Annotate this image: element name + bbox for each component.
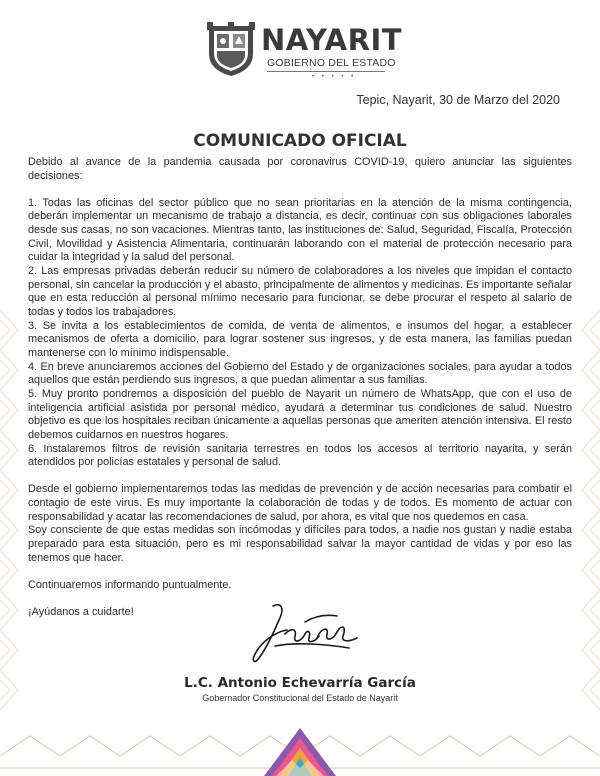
paragraph-intro: Debido al avance de la pandemia causada por coronavirus COVID-19, quiero anunciar las siguientes decisiones: (28, 156, 572, 182)
paragraph-item-4: 4. En breve anunciaremos acciones del Gobierno del Estado y de organizaciones sociales, para ayudar a todos aquellos que están perdiendo sus ingresos, a que puedan alimentar a sus familias. (28, 360, 572, 387)
paragraph-closing-1: Desde el gobierno implementaremos todas las medidas de prevención y de acción necesarias para combatir el contagio de este virus. Es muy importante la colaboración de todas y de todos. Es momento de actuar con responsabilidad y acatar las recomendaciones de salud, por ahora, es vital que nos quedemos en casa. (28, 483, 572, 523)
document-body (28, 156, 572, 620)
state-seal-icon (205, 22, 257, 78)
government-logo (205, 22, 410, 78)
paragraph-item-5: 5. Muy pronto pondremos a disposición del pueblo de Nayarit un número de WhatsApp, que con el uso de inteligencia artificial asistida por personal médico, ayudará a determinar tus condiciones de salud. Nuestro objetivo es que los hospitales reciban únicamente a aquellas personas que ameriten atención intensiva. El resto debemos cuidarnos en nuestros hogares. (28, 388, 572, 441)
paragraph-continue: Continuaremos informando puntualmente. (28, 578, 232, 591)
paragraph-item-6: 6. Instalaremos filtros de revisión sanitaria terrestres en todos los accesos al territorio nayarita, y serán atendidos por policías estatales y personal de salud. (28, 442, 572, 469)
brand-dots: • • • • • (312, 74, 357, 80)
document-date: Tepic, Nayarit, 30 de Marzo del 2020 (356, 93, 560, 107)
brand-divider (267, 71, 385, 72)
paragraph-gap (28, 565, 572, 579)
signatory-role: Gobernador Constitucional del Estado de Nayarit (202, 693, 398, 703)
paragraph-closing-2: Soy consciente de que estas medidas son incómodas y difíciles para todos, a nadie nos gustan y nadie estaba preparado para esta situación, pero es mi responsabilidad salvar la mayor cantidad de vidas y por eso las tenemos que hacer. (28, 524, 572, 564)
footer-ornament (0, 716, 600, 776)
paragraph-gap (28, 470, 572, 484)
paragraph-item-2: 2. Las empresas privadas deberán reducir su número de colaboradores a los niveles que impidan el contacto personal, sin cancelar la producción y el abasto, principalmente de alimentos y medicinas. Es importante señalar que en esta reducción al personal mínimo necesario para funcionar, se debe procurar el respeto al salario de todas y todos los trabajadores. (28, 265, 572, 319)
document-title: COMUNICADO OFICIAL (193, 131, 407, 151)
signatory-name: L.C. Antonio Echevarría García (184, 675, 416, 691)
paragraph-item-1: 1. Todas las oficinas del sector público que no sean prioritarias en la atención de la misma contingencia, deberán implementar un mecanismo de trabajo a distancia, es decir, continuar con sus obligaciones laborales desde sus casas, no son vacaciones. Mientras tanto, las instituciones de: Salud, Seguridad, Fiscalía, Protección Civil, Movilidad y Asistencia Alimentaria, continuarán laborando con el material de protección necesario para cuidar la integridad y la salud del personal. (28, 196, 572, 264)
paragraph-item-3: 3. Se invita a los establecimientos de comida, de venta de alimentos, e insumos del hogar, a establecer mecanismos de oferta a domicilio, para lograr sostener sus ingresos, y de esta manera, las familias puedan mantenerse con lo mínimo indispensable. (28, 319, 572, 360)
handwritten-signature (245, 598, 375, 666)
paragraph-gap (28, 183, 572, 197)
paragraph-farewell: ¡Ayúdanos a cuidarte! (28, 606, 134, 619)
brand-subtitle: GOBIERNO DEL ESTADO (267, 57, 396, 69)
brand-name: NAYARIT (261, 23, 403, 57)
